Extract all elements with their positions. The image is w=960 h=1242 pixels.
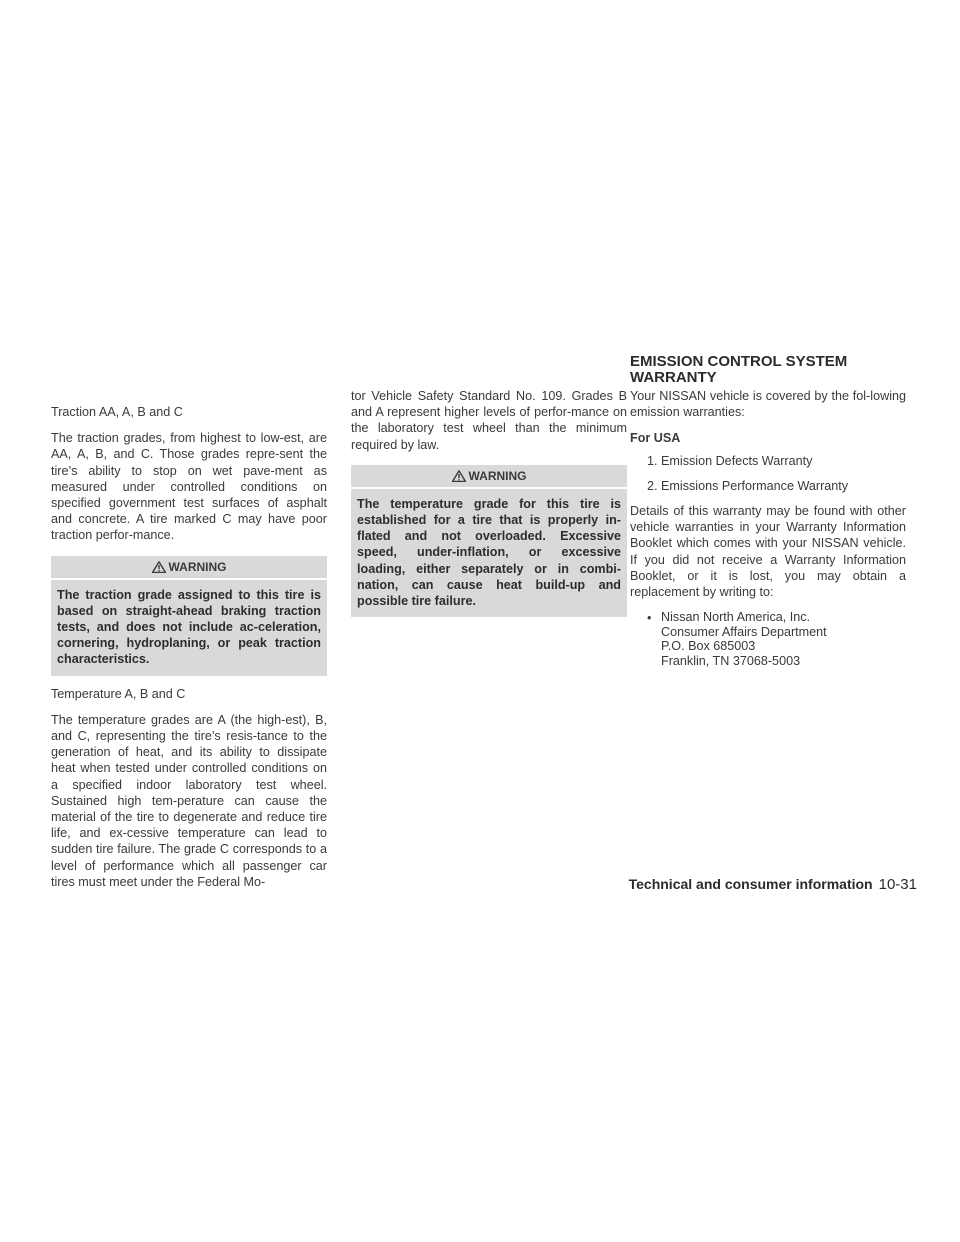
column-3 bbox=[630, 388, 906, 668]
warning-text: The temperature grade for this tire is established for a tire that is properly in-flated and not overloaded. Excessive speed, under-inflation, or excessive loading, either separately or in combi-nation, can cause heat build-up and possible tire failure. bbox=[357, 496, 621, 609]
warning-triangle-icon bbox=[452, 470, 466, 482]
warning-title: WARNING bbox=[168, 559, 227, 574]
address-line: Franklin, TN 37068-5003 bbox=[661, 653, 801, 668]
address-block bbox=[630, 610, 906, 668]
section-title bbox=[630, 354, 930, 386]
section-title-line2: WARRANTY bbox=[630, 369, 717, 386]
warning-triangle-icon bbox=[152, 561, 166, 573]
footer-chapter-title: Technical and consumer information bbox=[628, 876, 873, 892]
page-footer bbox=[629, 876, 917, 893]
section-title-line1: EMISSION CONTROL SYSTEM bbox=[630, 353, 848, 370]
address-line: Nissan North America, Inc. bbox=[661, 610, 811, 625]
warning-title: WARNING bbox=[468, 468, 527, 483]
warranty-item: 2. Emissions Performance Warranty bbox=[647, 478, 849, 493]
warning-box-traction bbox=[51, 556, 327, 676]
warning-box-temperature bbox=[351, 465, 627, 617]
warning-header bbox=[351, 465, 627, 489]
column-1 bbox=[51, 404, 327, 900]
warranty-details: Details of this warranty may be found with other vehicle warranties in your Warranty Information Booklet which comes with your NISSAN vehicle. If you did not receive a Warranty Information Booklet, or it is lost, you may obtain a replacement by writing to: bbox=[630, 504, 906, 600]
for-usa-label: For USA bbox=[630, 431, 681, 446]
traction-heading: Traction AA, A, B and C bbox=[51, 405, 183, 419]
page-number: 10-31 bbox=[878, 876, 917, 893]
temperature-continued-paragraph: tor Vehicle Safety Standard No. 109. Grades B and A represent higher levels of perfor-mance on the laboratory test wheel than the minimum required by law. bbox=[351, 389, 627, 452]
column-2 bbox=[351, 388, 627, 627]
address-line: Consumer Affairs Department bbox=[661, 624, 827, 639]
bullet: • bbox=[647, 611, 652, 626]
temperature-heading: Temperature A, B and C bbox=[51, 686, 186, 701]
temperature-paragraph: The temperature grades are A (the high-est), B, and C, representing the tire’s resis-tance to the generation of heat, and its ability to dissipate heat when tested under controlled conditions on a specified indoor laboratory test wheel. Sustained high tem-perature can cause the material of the tire to degenerate and reduce tire life, and ex-cessive temperature can lead to sudden tire failure. The grade C corresponds to a level of performance which all passenger car tires must meet under the Federal Mo- bbox=[51, 712, 327, 889]
emission-intro: Your NISSAN vehicle is covered by the fol-lowing emission warranties: bbox=[630, 389, 906, 420]
warning-header bbox=[51, 556, 327, 580]
address-line: P.O. Box 685003 bbox=[661, 639, 756, 654]
traction-paragraph: The traction grades, from highest to low-est, are AA, A, B, and C. Those grades repre-sent the tire’s ability to stop on wet pave-ment as measured under controlled conditions on specified government test surfaces of asphalt and concrete. A tire marked C may have poor traction perfor-mance. bbox=[51, 431, 327, 543]
warranty-item: 1. Emission Defects Warranty bbox=[647, 453, 813, 468]
warning-text: The traction grade assigned to this tire is based on straight-ahead braking traction tests, and does not include ac-celeration, cornering, hydroplaning, or peak traction characteristics. bbox=[57, 587, 321, 667]
warranty-list bbox=[630, 453, 906, 494]
